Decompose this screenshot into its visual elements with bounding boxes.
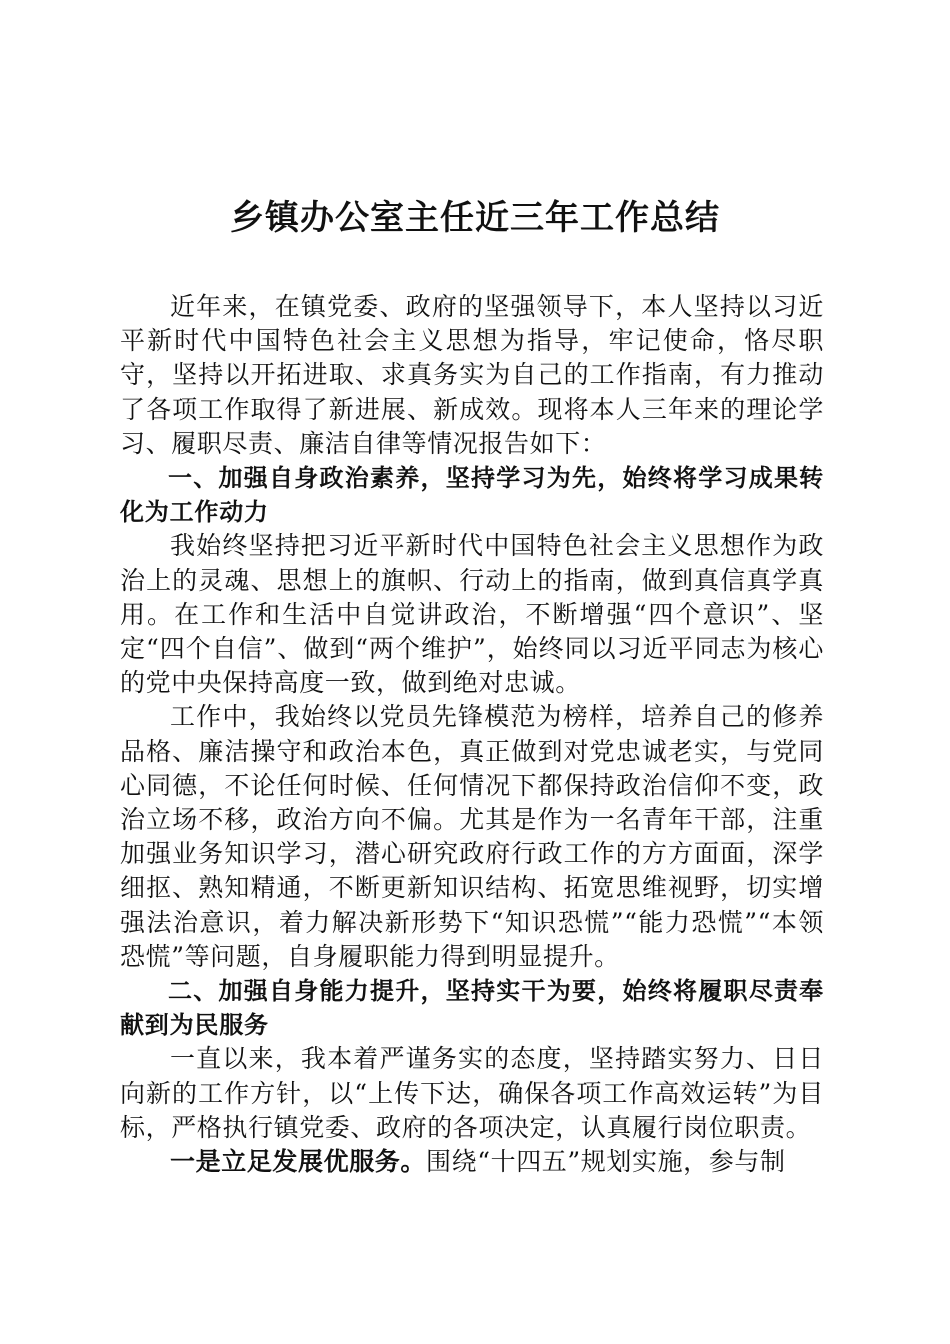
section-2-heading: 二、加强自身能力提升，坚持实干为要，始终将履职尽责奉献到为民服务 — [120, 977, 824, 1040]
section-2-paragraph-2 — [120, 1145, 824, 1179]
section-1-heading: 一、加强自身政治素养，坚持学习为先，始终将学习成果转化为工作动力 — [120, 464, 824, 527]
document-title: 乡镇办公室主任近三年工作总结 — [230, 198, 720, 238]
section-2-paragraph-2-text: 围绕“十四五”规划实施，参与制 — [426, 1147, 786, 1177]
section-2-paragraph-2-lead: 一是立足发展优服务。 — [170, 1147, 427, 1177]
section-1-paragraph-2: 工作中，我始终以党员先锋模范为榜样，培养自己的修养品格、廉洁操守和政治本色，真正做到对党忠诚老实，与党同心同德，不论任何时候、任何情况下都保持政治信仰不变，政治立场不移，政治方向不偏。尤其是作为一名青年干部，注重加强业务知识学习，潜心研究政府行政工作的方方面面，深学细抠、熟知精通，不断更新知识结构、拓宽思维视野，切实增强法治意识，着力解决新形势下“知识恐慌”“能力恐慌”“本领恐慌”等问题，自身履职能力得到明显提升。 — [120, 702, 824, 971]
document-body — [120, 290, 824, 1179]
section-2-paragraph-1: 一直以来，我本着严谨务实的态度，坚持踏实努力、日日向新的工作方针，以“上传下达，确保各项工作高效运转”为目标，严格执行镇党委、政府的各项决定，认真履行岗位职责。 — [120, 1044, 824, 1142]
intro-paragraph: 近年来，在镇党委、政府的坚强领导下，本人坚持以习近平新时代中国特色社会主义思想为指导，牢记使命，恪尽职守，坚持以开拓进取、求真务实为自己的工作指南，有力推动了各项工作取得了新进展、新成效。现将本人三年来的理论学习、履职尽责、廉洁自律等情况报告如下： — [120, 292, 824, 458]
section-1-paragraph-1: 我始终坚持把习近平新时代中国特色社会主义思想作为政治上的灵魂、思想上的旗帜、行动上的指南，做到真信真学真用。在工作和生活中自觉讲政治，不断增强“四个意识”、坚定“四个自信”、做到“两个维护”，始终同以习近平同志为核心的党中央保持高度一致，做到绝对忠诚。 — [120, 531, 824, 698]
